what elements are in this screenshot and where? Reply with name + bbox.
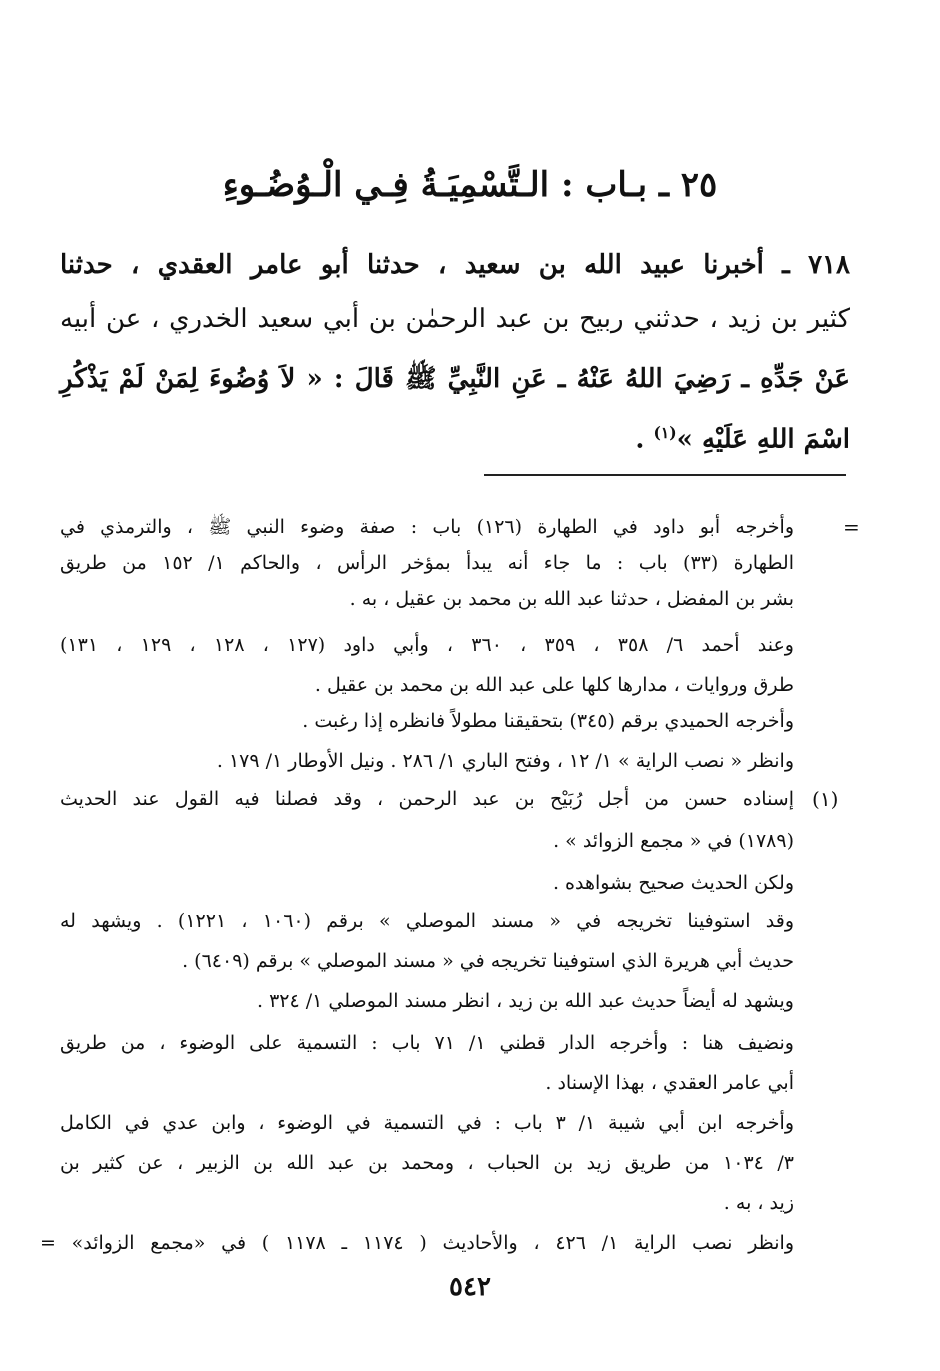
- footnote-line: وأخرجه الحميدي برقم (٣٤٥) بتحقيقنا مطولاً فانظره إذا رغبت .: [302, 710, 794, 732]
- footnote-number: (١): [812, 787, 839, 811]
- footnote-separator: [484, 474, 846, 476]
- footnote-line: الطهارة (٣٣) باب : ما جاء أنه يبدأ بمؤخر الرأس ، والحاكم ١/ ١٥٢ من طريق: [60, 552, 794, 574]
- footnote-line: إسناده حسن من أجل رُبَيْح بن عبد الرحمن ، وقد فصلنا فيه القول عند الحديث: [60, 788, 794, 810]
- hadith-end-mark: .: [635, 424, 645, 455]
- footnote-line: ونضيف هنا : وأخرجه الدار قطني ١/ ٧١ باب : التسمية على الوضوء ، من طريق: [60, 1032, 794, 1054]
- hadith-line: عَنْ جَدِّهِ ـ رَضِيَ اللهُ عَنْهُ ـ عَنِ النَّبِيِّ ﷺ قَالَ : « لاَ وُضُوءَ لِمَنْ لَمْ يَذْكُرِ: [60, 364, 850, 394]
- hadith-line-text: اسْمَ اللهِ عَلَيْهِ »: [676, 424, 850, 455]
- footnote-line: وأخرجه ابن أبي شيبة ١/ ٣ باب : في التسمية في الوضوء ، وابن عدي في الكامل: [60, 1112, 794, 1134]
- footnote-line: وعند أحمد ٦/ ٣٥٨ ، ٣٥٩ ، ٣٦٠ ، وأبي داود (١٢٧ ، ١٢٨ ، ١٢٩ ، ١٣١): [60, 634, 794, 656]
- continuation-marker: =: [843, 515, 860, 539]
- footnote-line: ٣/ ١٠٣٤ من طريق زيد بن الحباب ، ومحمد بن عبد الله بن الزبير ، عن كثير بن: [60, 1152, 794, 1174]
- footnote-line: وقد استوفينا تخريجه في « مسند الموصلي » برقم (١٠٦٠ ، ١٢٢١) . ويشهد له: [60, 910, 794, 932]
- hadith-last-line: [60, 408, 850, 465]
- footnote-line: ويشهد له أيضاً حديث عبد الله بن زيد ، انظر مسند الموصلي ١/ ٣٢٤ .: [257, 990, 794, 1012]
- page-number: ٥٤٢: [449, 1272, 491, 1302]
- footnote-line: حديث أبي هريرة الذي استوفينا تخريجه في « مسند الموصلي » برقم (٦٤٠٩) .: [182, 950, 794, 972]
- hadith-line: كثير بن زيد ، حدثني ربيح بن عبد الرحمٰن بن أبي سعيد الخدري ، عن أبيه: [60, 304, 850, 334]
- footnote-line: زيد ، به .: [723, 1192, 794, 1214]
- footnote-line: (١٧٨٩) في « مجمع الزوائد » .: [553, 830, 794, 852]
- footnote-reference: (١): [653, 423, 677, 442]
- footnote-line: أبي عامر العقدي ، بهذا الإسناد .: [545, 1072, 794, 1094]
- footnote-line: وانظر نصب الراية ١/ ٤٢٦ ، والأحاديث ( ١١٧٤ ـ ١١٧٨ ) في «مجمع الزوائد» =: [40, 1232, 795, 1254]
- footnote-line: طرق وروايات ، مدارها كلها على عبد الله بن محمد بن عقيل .: [314, 674, 794, 696]
- footnote-line: وأخرجه أبو داود في الطهارة (١٢٦) باب : صفة وضوء النبي ﷺ ، والترمذي في: [60, 516, 795, 538]
- footnote-line: ولكن الحديث صحيح بشواهده .: [552, 872, 794, 894]
- hadith-line: ٧١٨ ـ أخبرنا عبيد الله بن سعيد ، حدثنا أبو عامر العقدي ، حدثنا: [60, 250, 850, 280]
- chapter-title: ٢٥ ـ بـاب : الـتَّسْمِيَـةُ فِـي الْـوُضُـوءِ: [222, 165, 718, 205]
- footnote-line: بشر بن المفضل ، حدثنا عبد الله بن محمد بن عقيل ، به .: [349, 588, 794, 610]
- footnote-line: وانظر « نصب الراية » ١/ ١٢ ، وفتح الباري ١/ ٢٨٦ . ونيل الأوطار ١/ ١٧٩ .: [216, 750, 794, 772]
